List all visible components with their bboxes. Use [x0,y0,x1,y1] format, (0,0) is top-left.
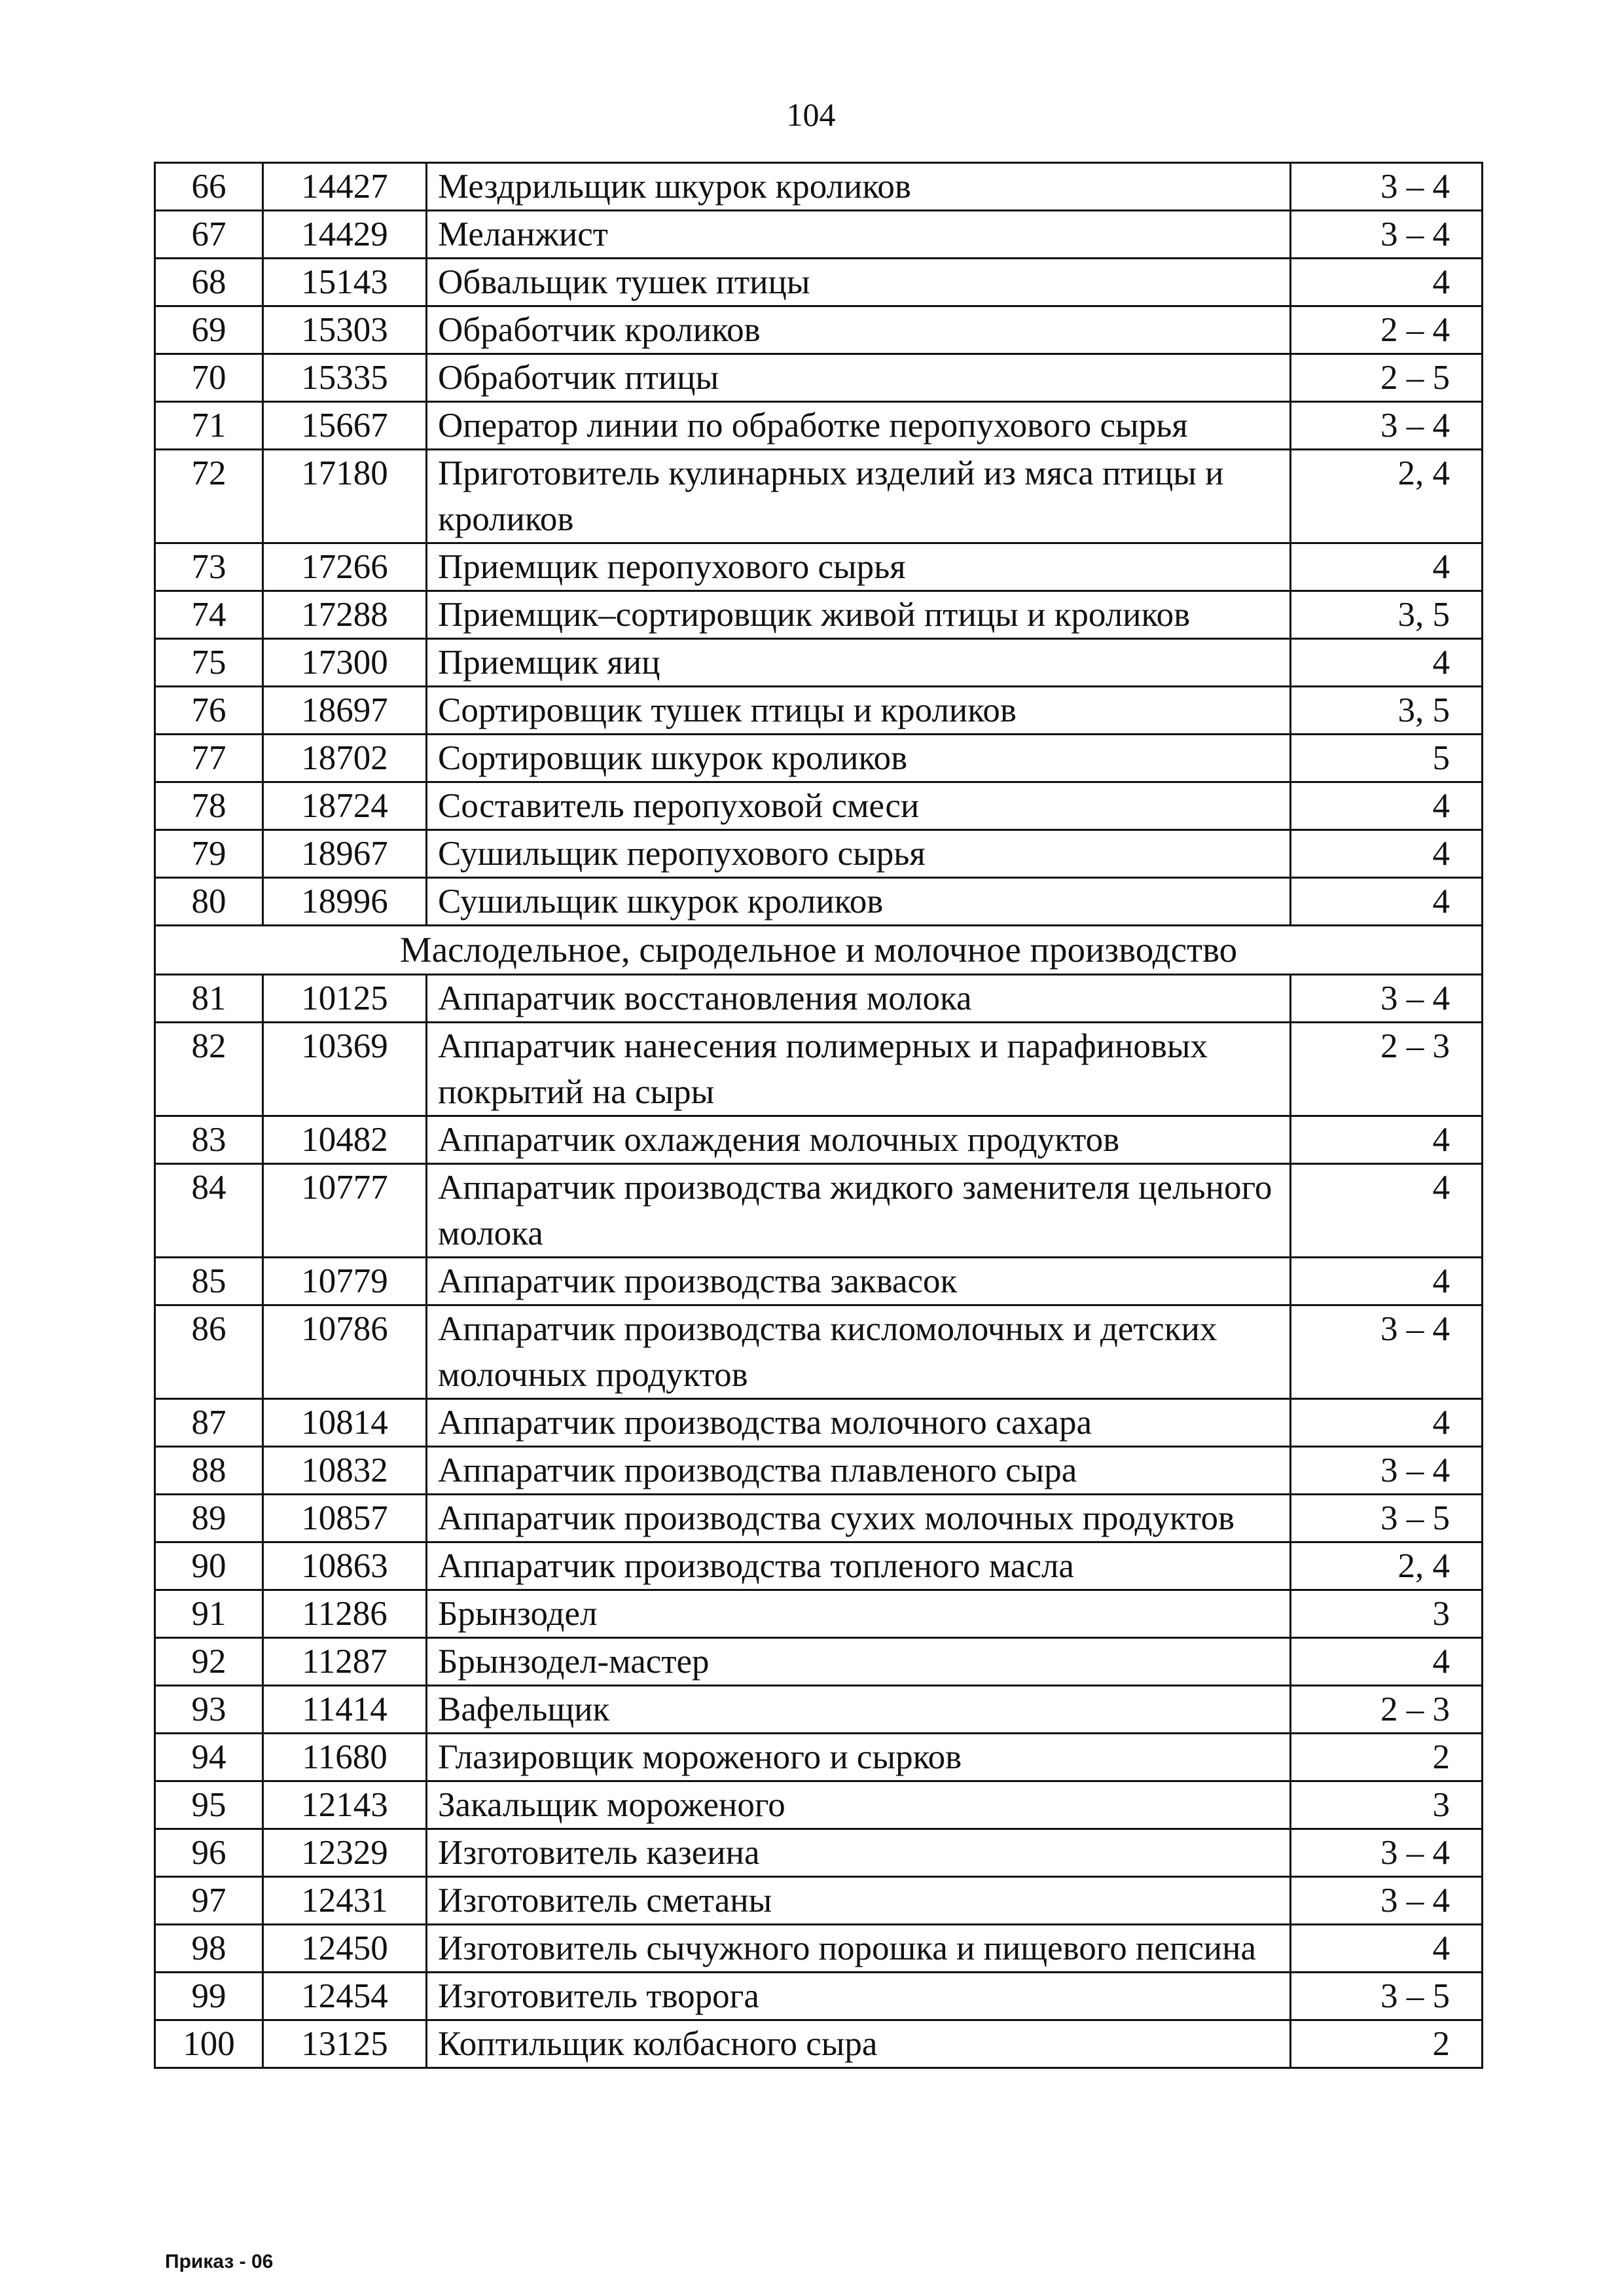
grade-range: 2 – 3 [1291,1686,1483,1734]
table-row [155,735,1483,782]
profession-code: 14429 [263,211,427,259]
table-row [155,1116,1483,1164]
table-body-before [155,163,1483,926]
grade-range: 4 [1291,1258,1483,1305]
profession-code: 12431 [263,1877,427,1925]
profession-name: Сортировщик шкурок кроликов [427,735,1291,782]
grade-range: 4 [1291,639,1483,687]
row-number: 83 [155,1116,263,1164]
table-row [155,1542,1483,1590]
row-number: 99 [155,1973,263,2020]
grade-range: 3, 5 [1291,687,1483,735]
grade-range: 3 – 4 [1291,163,1483,211]
row-number: 95 [155,1781,263,1829]
profession-code: 10482 [263,1116,427,1164]
grade-range: 4 [1291,782,1483,830]
row-number: 81 [155,975,263,1023]
table-row [155,1877,1483,1925]
profession-code: 18697 [263,687,427,735]
profession-code: 10863 [263,1542,427,1590]
profession-code: 10369 [263,1023,427,1116]
profession-code: 10786 [263,1305,427,1399]
row-number: 97 [155,1877,263,1925]
table-row [155,211,1483,259]
profession-code: 14427 [263,163,427,211]
profession-name: Меланжист [427,211,1291,259]
grade-range: 3 – 4 [1291,1305,1483,1399]
table-row [155,1829,1483,1877]
profession-code: 15667 [263,402,427,450]
grade-range: 3 – 5 [1291,1495,1483,1542]
profession-code: 10832 [263,1447,427,1495]
profession-name: Изготовитель сычужного порошка и пищевого пепсина [427,1925,1291,1973]
grade-range: 4 [1291,259,1483,306]
profession-name: Аппаратчик производства заквасок [427,1258,1291,1305]
profession-code: 10779 [263,1258,427,1305]
row-number: 98 [155,1925,263,1973]
table-row [155,1447,1483,1495]
profession-name: Аппаратчик производства кисломолочных и детских молочных продуктов [427,1305,1291,1399]
profession-name: Аппаратчик производства плавленого сыра [427,1447,1291,1495]
grade-range: 4 [1291,1116,1483,1164]
row-number: 67 [155,211,263,259]
row-number: 96 [155,1829,263,1877]
table-row [155,259,1483,306]
profession-name: Приемщик перопухового сырья [427,543,1291,591]
table-row [155,1399,1483,1447]
table-row [155,1258,1483,1305]
table-row [155,591,1483,639]
grade-range: 4 [1291,878,1483,926]
grade-range: 5 [1291,735,1483,782]
row-number: 68 [155,259,263,306]
profession-name: Обработчик кроликов [427,306,1291,354]
row-number: 85 [155,1258,263,1305]
table-row [155,163,1483,211]
profession-name: Аппаратчик восстановления молока [427,975,1291,1023]
table-body-after [155,975,1483,2068]
grade-range: 4 [1291,1399,1483,1447]
profession-code: 18996 [263,878,427,926]
profession-name: Брынзодел [427,1590,1291,1638]
table-row [155,687,1483,735]
profession-name: Аппаратчик производства жидкого заменителя цельного молока [427,1164,1291,1258]
grade-range: 3 – 5 [1291,1973,1483,2020]
profession-name: Обработчик птицы [427,354,1291,402]
row-number: 70 [155,354,263,402]
row-number: 66 [155,163,263,211]
row-number: 79 [155,830,263,878]
table-row [155,1590,1483,1638]
grade-range: 3 – 4 [1291,1447,1483,1495]
row-number: 69 [155,306,263,354]
table-row [155,1781,1483,1829]
table-row [155,354,1483,402]
profession-name: Сушильщик перопухового сырья [427,830,1291,878]
table-row [155,450,1483,543]
row-number: 93 [155,1686,263,1734]
table-row [155,1164,1483,1258]
grade-range: 4 [1291,1638,1483,1686]
grade-range: 2 – 3 [1291,1023,1483,1116]
row-number: 94 [155,1734,263,1781]
grade-range: 3 – 4 [1291,211,1483,259]
row-number: 71 [155,402,263,450]
grade-range: 2 – 5 [1291,354,1483,402]
row-number: 86 [155,1305,263,1399]
table-row [155,878,1483,926]
table-row [155,975,1483,1023]
row-number: 88 [155,1447,263,1495]
footer-label: Приказ - 06 [165,2251,274,2272]
page-number: 104 [786,96,836,133]
profession-name: Изготовитель сметаны [427,1877,1291,1925]
profession-name: Аппаратчик производства сухих молочных продуктов [427,1495,1291,1542]
profession-code: 11680 [263,1734,427,1781]
profession-name: Коптильщик колбасного сыра [427,2020,1291,2068]
section-title: Маслодельное, сыродельное и молочное производство [155,926,1483,975]
profession-code: 17266 [263,543,427,591]
table-row [155,1638,1483,1686]
row-number: 82 [155,1023,263,1116]
table-row [155,1734,1483,1781]
profession-name: Глазировщик мороженого и сырков [427,1734,1291,1781]
row-number: 76 [155,687,263,735]
profession-code: 15303 [263,306,427,354]
profession-name: Приемщик яиц [427,639,1291,687]
grade-range: 4 [1291,1925,1483,1973]
table-row [155,830,1483,878]
profession-name: Аппаратчик нанесения полимерных и парафиновых покрытий на сыры [427,1023,1291,1116]
profession-name: Мездрильщик шкурок кроликов [427,163,1291,211]
grade-range: 3, 5 [1291,591,1483,639]
professions-table [154,162,1483,2069]
profession-name: Вафельщик [427,1686,1291,1734]
table-row [155,1925,1483,1973]
table-row [155,1305,1483,1399]
row-number: 78 [155,782,263,830]
row-number: 91 [155,1590,263,1638]
grade-range: 3 [1291,1781,1483,1829]
profession-code: 10814 [263,1399,427,1447]
profession-code: 10125 [263,975,427,1023]
table-row [155,1495,1483,1542]
grade-range: 3 – 4 [1291,1829,1483,1877]
row-number: 75 [155,639,263,687]
table-row [155,1023,1483,1116]
grade-range: 2 [1291,2020,1483,2068]
section-group [155,926,1483,975]
row-number: 74 [155,591,263,639]
row-number: 77 [155,735,263,782]
grade-range: 4 [1291,543,1483,591]
profession-code: 11414 [263,1686,427,1734]
profession-name: Изготовитель творога [427,1973,1291,2020]
profession-name: Обвальщик тушек птицы [427,259,1291,306]
profession-code: 12329 [263,1829,427,1877]
profession-code: 18702 [263,735,427,782]
grade-range: 3 [1291,1590,1483,1638]
row-number: 89 [155,1495,263,1542]
profession-name: Сушильщик шкурок кроликов [427,878,1291,926]
row-number: 92 [155,1638,263,1686]
grade-range: 2, 4 [1291,450,1483,543]
profession-name: Составитель перопуховой смеси [427,782,1291,830]
table-row [155,543,1483,591]
profession-code: 12450 [263,1925,427,1973]
profession-code: 12143 [263,1781,427,1829]
profession-name: Оператор линии по обработке перопухового сырья [427,402,1291,450]
row-number: 90 [155,1542,263,1590]
row-number: 84 [155,1164,263,1258]
row-number: 80 [155,878,263,926]
profession-code: 13125 [263,2020,427,2068]
row-number: 73 [155,543,263,591]
grade-range: 2 – 4 [1291,306,1483,354]
profession-name: Приемщик–сортировщик живой птицы и кроликов [427,591,1291,639]
profession-code: 12454 [263,1973,427,2020]
table-row [155,1686,1483,1734]
profession-code: 18967 [263,830,427,878]
profession-name: Аппаратчик производства молочного сахара [427,1399,1291,1447]
profession-code: 11287 [263,1638,427,1686]
profession-name: Сортировщик тушек птицы и кроликов [427,687,1291,735]
row-number: 87 [155,1399,263,1447]
grade-range: 3 – 4 [1291,1877,1483,1925]
profession-code: 11286 [263,1590,427,1638]
grade-range: 3 – 4 [1291,402,1483,450]
grade-range: 3 – 4 [1291,975,1483,1023]
grade-range: 4 [1291,830,1483,878]
profession-name: Аппаратчик производства топленого масла [427,1542,1291,1590]
profession-code: 10777 [263,1164,427,1258]
profession-name: Аппаратчик охлаждения молочных продуктов [427,1116,1291,1164]
profession-code: 18724 [263,782,427,830]
table-row [155,306,1483,354]
profession-name: Изготовитель казеина [427,1829,1291,1877]
table-row [155,1973,1483,2020]
profession-code: 10857 [263,1495,427,1542]
profession-code: 17300 [263,639,427,687]
table-row [155,402,1483,450]
profession-code: 17180 [263,450,427,543]
table-row [155,2020,1483,2068]
row-number: 72 [155,450,263,543]
table-row [155,639,1483,687]
profession-code: 17288 [263,591,427,639]
grade-range: 4 [1291,1164,1483,1258]
profession-name: Брынзодел-мастер [427,1638,1291,1686]
grade-range: 2 [1291,1734,1483,1781]
profession-name: Приготовитель кулинарных изделий из мяса птицы и кроликов [427,450,1291,543]
profession-name: Закальщик мороженого [427,1781,1291,1829]
profession-code: 15143 [263,259,427,306]
row-number: 100 [155,2020,263,2068]
section-row [155,926,1483,975]
grade-range: 2, 4 [1291,1542,1483,1590]
table-row [155,782,1483,830]
profession-code: 15335 [263,354,427,402]
